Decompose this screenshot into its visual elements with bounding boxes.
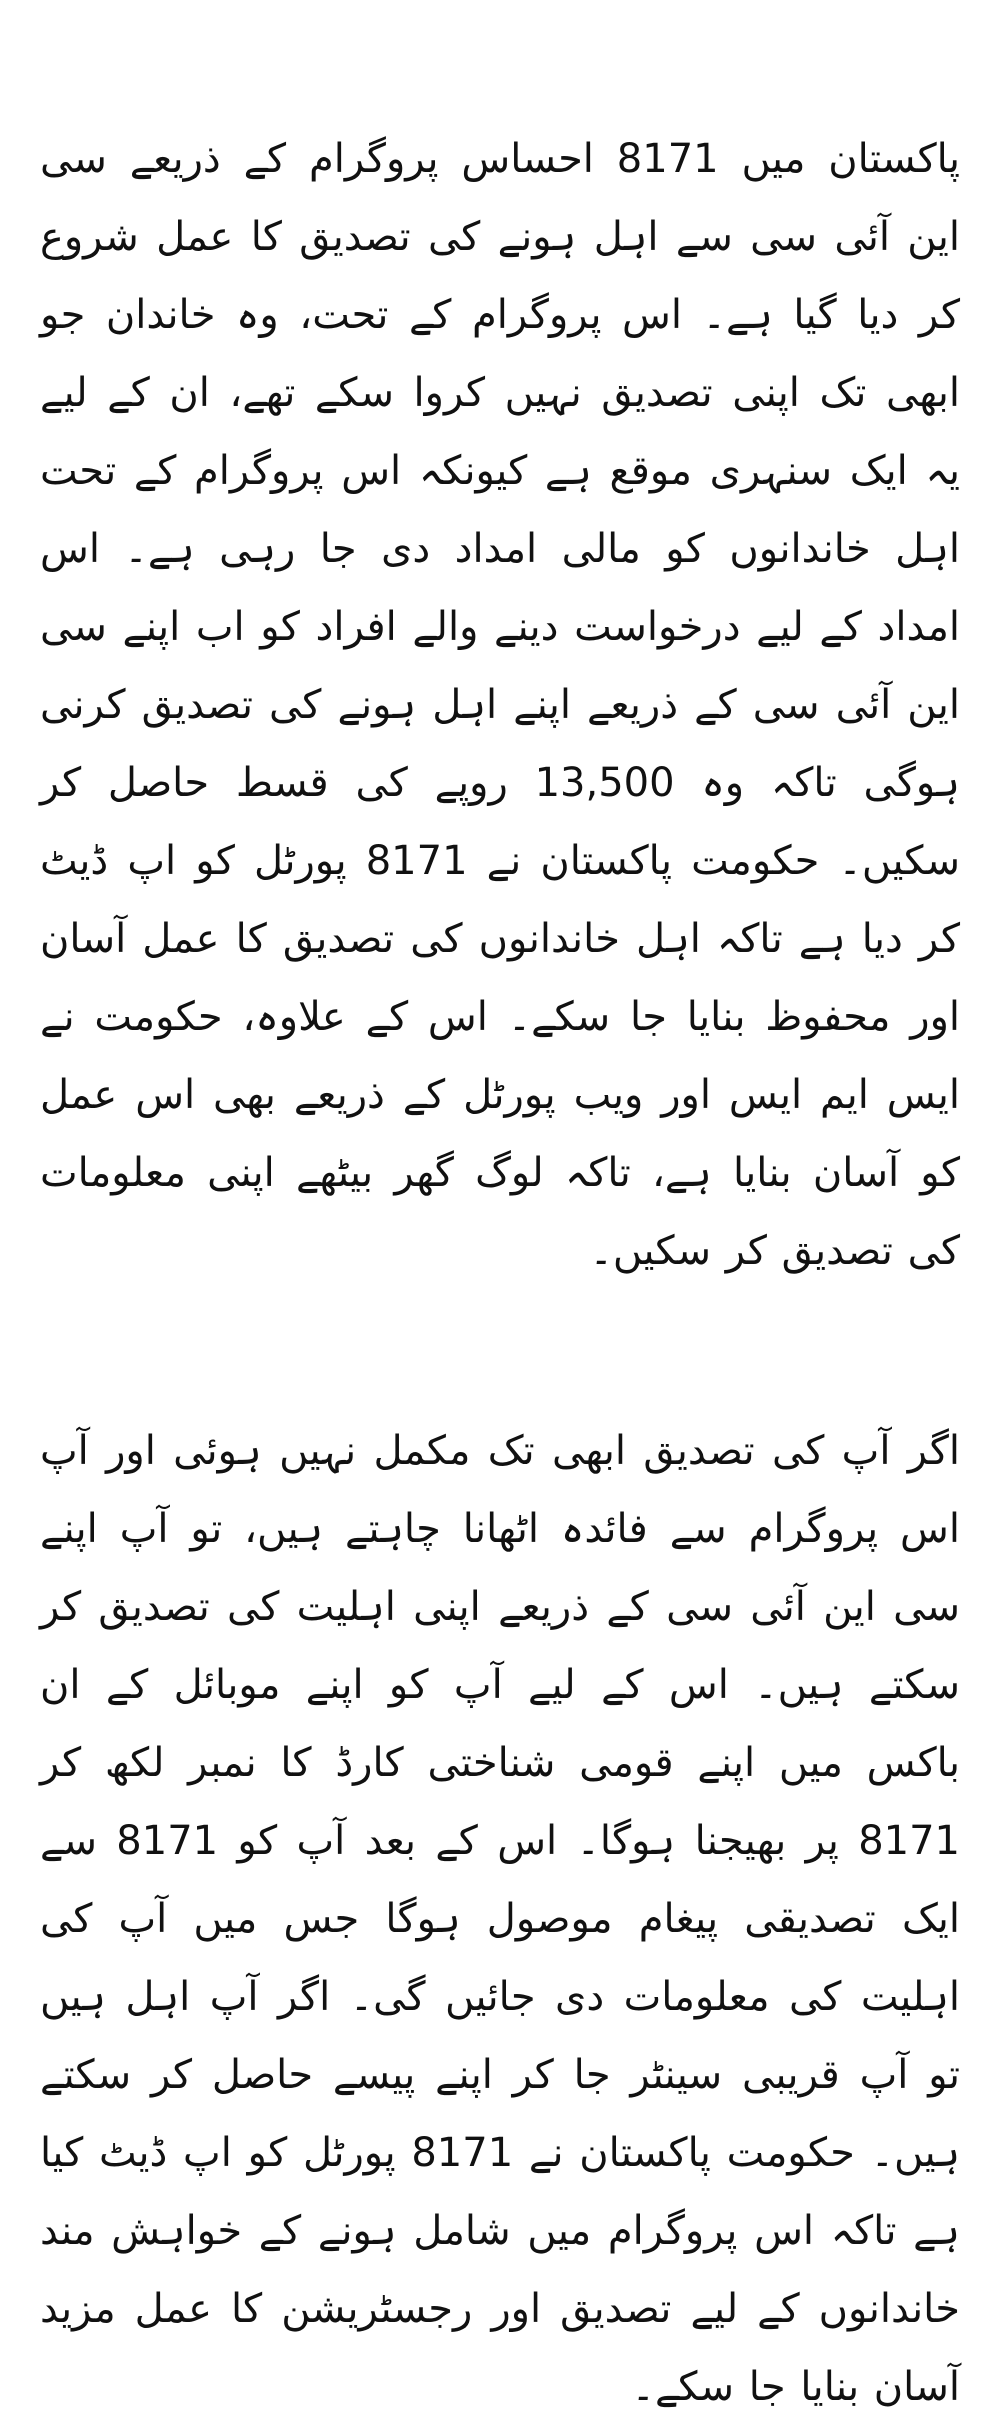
article-paragraph-1: پاکستان میں 8171 احساس پروگرام کے ذریعے سی این آئی سی سے اہل ہونے کی تصدیق کا عمل شروع کر دیا گیا ہے۔ اس پروگرام کے تحت، وہ خاندان جو ابھی تک اپنی تصدیق نہیں کروا سکے تھے، ان کے لیے یہ ایک سنہری موقع ہے کیونکہ اس پروگرام کے تحت اہل خاندانوں کو مالی امداد دی جا رہی ہے۔ اس امداد کے لیے درخواست دینے والے افراد کو اب اپنے سی این آئی سی کے ذریعے اپنے اہل ہونے کی تصدیق کرنی ہوگی تاکہ وہ 13,500 روپے کی قسط حاصل کر سکیں۔ حکومت پاکستان نے 8171 پورٹل کو اپ ڈیٹ کر دیا ہے تاکہ اہل خاندانوں کی تصدیق کا عمل آسان اور محفوظ بنایا جا سکے۔ اس کے علاوہ، حکومت نے ایس ایم ایس اور ویب پورٹل کے ذریعے بھی اس عمل کو آسان بنایا ہے، تاکہ لوگ گھر بیٹھے اپنی معلومات کی تصدیق کر سکیں۔: [40, 136, 960, 1274]
article-paragraph-2: اگر آپ کی تصدیق ابھی تک مکمل نہیں ہوئی اور آپ اس پروگرام سے فائدہ اٹھانا چاہتے ہیں، تو آپ اپنے سی این آئی سی کے ذریعے اپنی اہلیت کی تصدیق کر سکتے ہیں۔ اس کے لیے آپ کو اپنے موبائل کے ان باکس میں اپنے قومی شناختی کارڈ کا نمبر لکھ کر 8171 پر بھیجنا ہوگا۔ اس کے بعد آپ کو 8171 سے ایک تصدیقی پیغام موصول ہوگا جس میں آپ کی اہلیت کی معلومات دی جائیں گی۔ اگر آپ اہل ہیں تو آپ قریبی سینٹر جا کر اپنے پیسے حاصل کر سکتے ہیں۔ حکومت پاکستان نے 8171 پورٹل کو اپ ڈیٹ کیا ہے تاکہ اس پروگرام میں شامل ہونے کے خواہش مند خاندانوں کے لیے تصدیق اور رجسٹریشن کا عمل مزید آسان بنایا جا سکے۔: [40, 1428, 961, 2410]
